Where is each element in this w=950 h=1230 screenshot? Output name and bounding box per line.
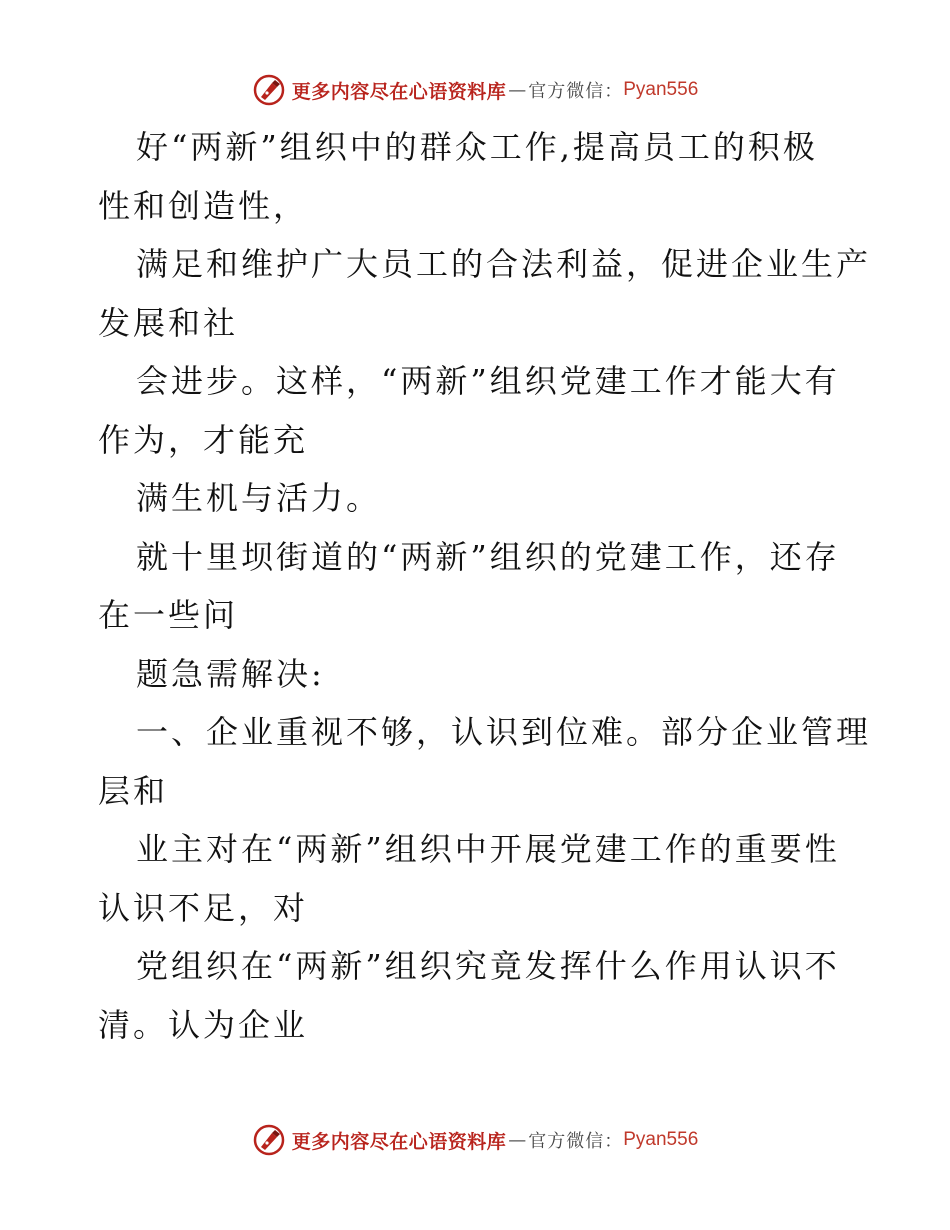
text-line: 会进步。这样，“两新”组织党建工作才能大有 [136, 362, 840, 400]
banner-dash: — [508, 79, 527, 101]
text-line: 在一些问 [98, 596, 239, 634]
wechat-label: 官方微信： [528, 81, 624, 102]
text-line: 清。认为企业 [98, 1005, 309, 1044]
pen-nib-seal-icon [252, 73, 286, 107]
text-line: 认识不足，对 [98, 888, 309, 927]
text-line: 题急需解决: [136, 654, 325, 693]
wechat-label: 官方微信： [528, 1131, 624, 1152]
text-line: 满生机与活力。 [136, 479, 382, 517]
text-line: 层和 [98, 771, 169, 810]
text-line: 好“两新”组织中的群众工作,提高员工的积极 [136, 128, 818, 166]
text-line: 党组织在“两新”组织究竟发挥什么作用认识不 [136, 947, 840, 985]
wechat-id: Pyan556 [623, 1129, 699, 1150]
text-line: 作为，才能充 [98, 420, 309, 459]
text-line: 业主对在“两新”组织中开展党建工作的重要性 [136, 830, 840, 868]
header-banner [0, 70, 950, 110]
pen-nib-seal-icon [252, 1123, 286, 1157]
text-line: 就十里坝街道的“两新”组织的党建工作，还存 [136, 537, 840, 576]
text-line: 性和创造性， [98, 186, 309, 225]
wechat-id: Pyan556 [623, 79, 699, 100]
brand-text: 更多内容尽在心语资料库 [291, 80, 507, 103]
brand-text: 更多内容尽在心语资料库 [291, 1130, 507, 1153]
text-line: 发展和社 [98, 303, 239, 342]
text-line: 满足和维护广大员工的合法利益，促进企业生产 [136, 245, 872, 283]
document-body [98, 118, 872, 1054]
text-line: 一、企业重视不够，认识到位难。部分企业管理 [136, 713, 872, 751]
footer-banner [0, 1120, 950, 1160]
banner-dash: — [508, 1129, 527, 1151]
